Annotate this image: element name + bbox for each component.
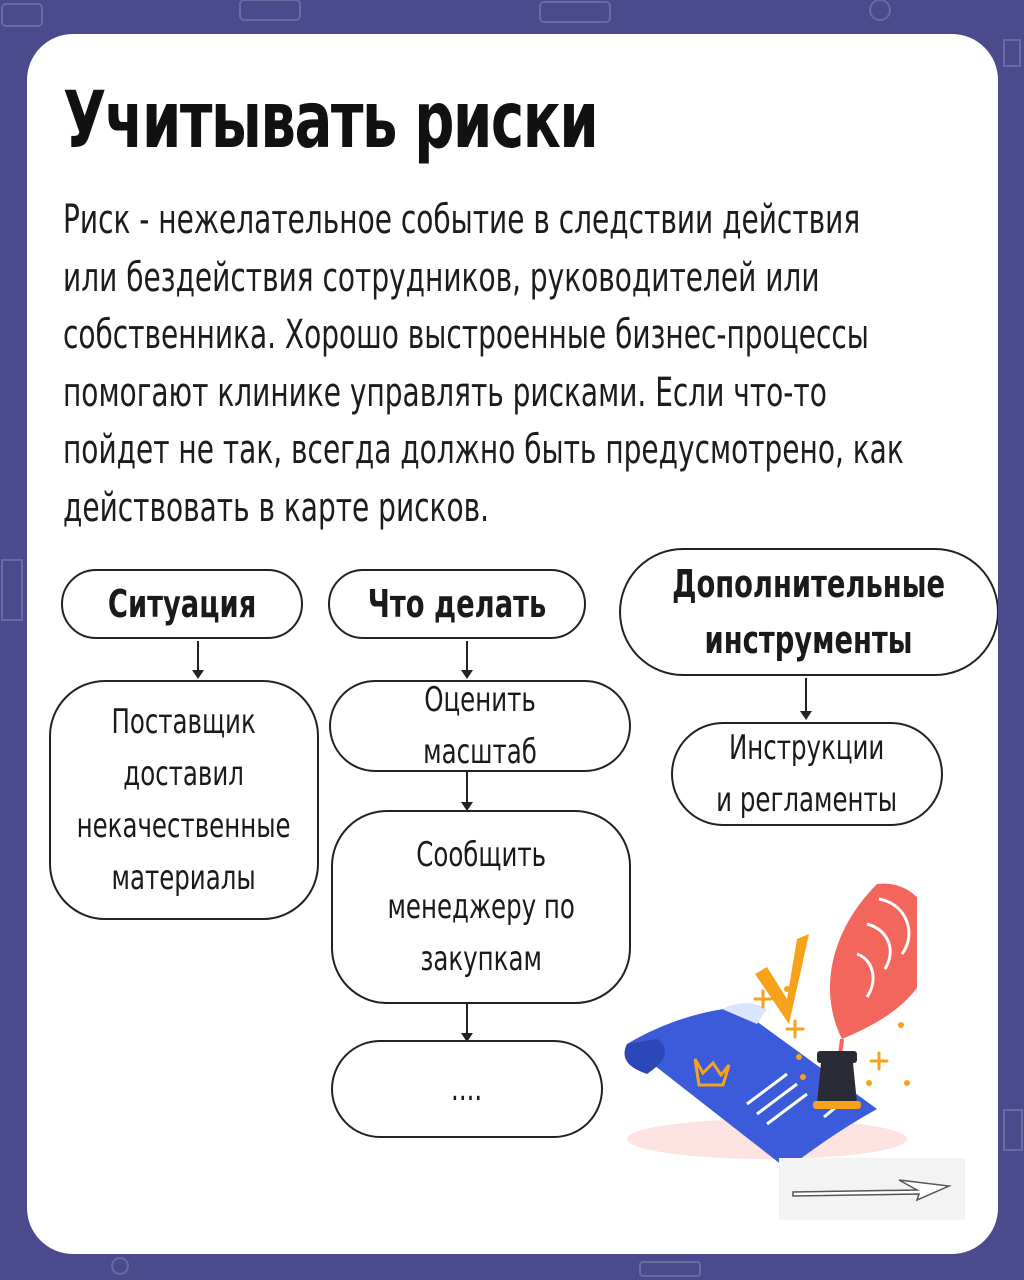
step-box: .... [331,1040,603,1138]
page-title: Учитывать риски [63,76,598,166]
step-box: Сообщить менеджеру по закупкам [331,810,631,1004]
description-line: Риск - нежелательное событие в следствии действия [63,197,861,243]
arrow-down-icon [466,641,468,677]
arrow-down-icon [197,641,199,677]
quill-scroll-illustration [617,839,917,1169]
header-what-to-do: Что делать [328,569,586,639]
header-additional-tools: Дополнительные инструменты [619,548,998,676]
risk-description [63,192,904,537]
step-box: Оценить масштаб [329,680,631,772]
arrow-down-icon [466,1004,468,1040]
description-line: помогают клинике управлять рисками. Если что-то [63,369,827,416]
description-line: собственника. Хорошо выстроенные бизнес-процессы [63,312,869,358]
header-situation: Ситуация [61,569,303,639]
arrow-down-icon [805,678,807,718]
description-line: пойдет не так, всегда должно быть предусмотрено, как [63,427,904,473]
tools-box: Инструкции и регламенты [671,722,943,826]
description-line: или бездействия сотрудников, руководителей или [63,254,820,301]
arrow-right-icon [779,1158,965,1220]
ink-pot-icon [813,1051,861,1109]
content-card [27,34,998,1254]
quill-icon [830,884,917,1064]
situation-box: Поставщик доставил некачественные материалы [49,680,319,920]
next-button[interactable] [779,1158,965,1220]
description-line: действовать в карте рисков. [63,484,489,531]
